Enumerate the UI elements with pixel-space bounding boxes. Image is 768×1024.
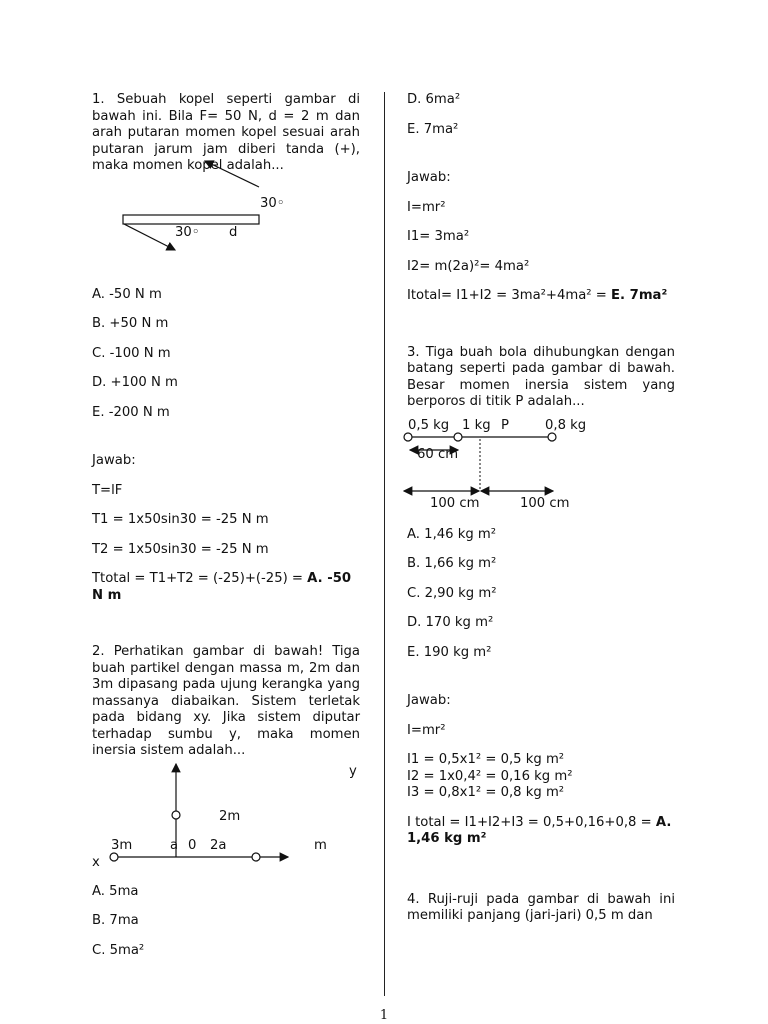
q1-answer-line1: T=lF	[92, 482, 123, 498]
q2-2a-label: 2a	[210, 837, 227, 853]
q2-stem: 2. Perhatikan gambar di bawah! Tiga buah partikel dengan massa m, 2m dan 3m dipasang pada ujung kerangka yang massanya diabaikan. Sistem terletak pada bidang xy. Jika sistem diputar terhadap sumbu y, maka momen inersia sistem adalah...	[92, 644, 360, 758]
q2-answer-line3: I2= m(2a)²= 4ma²	[407, 258, 530, 274]
q1-force-bottom-arrow	[124, 224, 175, 250]
q3-60cm-label: 60 cm	[417, 446, 459, 462]
q1-stem: 1. Sebuah kopel seperti gambar di bawah ini. Bila F= 50 N, d = 2 m dan arah putaran momen kopel sesuai arah putaran jarum jam diberi tanda (+), maka momen kopel adalah...	[92, 92, 360, 173]
q3-answer-total	[407, 815, 675, 848]
q1-couple-figure	[92, 175, 360, 271]
q3-ball-1kg	[454, 433, 462, 441]
q2-answer-total	[407, 288, 675, 305]
left-column	[92, 92, 360, 972]
q2-option-e: E. 7ma²	[407, 121, 459, 137]
q3-option-d: D. 170 kg m²	[407, 615, 494, 630]
q2-origin-label: 0	[188, 837, 197, 853]
q2-a-label: a	[170, 837, 179, 853]
q3-option-b: B. 1,66 kg m²	[407, 556, 497, 571]
right-column	[407, 92, 675, 925]
q3-mass1-label: 0,5 kg	[408, 417, 450, 433]
q2-mass-3m	[110, 853, 118, 861]
q1-bar	[123, 215, 259, 224]
q3-100cm-right-label: 100 cm	[520, 495, 570, 511]
q2-mass-m	[252, 853, 260, 861]
q1-answer-line2: T1 = 1x50sin30 = -25 N m	[92, 512, 269, 527]
q2-2m-label: 2m	[219, 808, 241, 824]
q1-angle-bottom: 30◦	[175, 224, 200, 240]
q1-option-d: D. +100 N m	[92, 375, 178, 390]
q2-answer-heading: Jawab:	[407, 170, 451, 185]
page-number: 1	[379, 1008, 389, 1023]
q3-rod-figure	[407, 417, 675, 517]
q2-answer-final: E. 7ma²	[611, 288, 668, 303]
q3-answer-line2: I1 = 0,5x1² = 0,5 kg m²	[407, 752, 565, 767]
q3-answer-line3: I2 = 1x0,4² = 0,16 kg m²	[407, 768, 573, 784]
q1-options	[92, 287, 360, 422]
q1-answer-final: A. -50 N m	[92, 571, 352, 603]
q1-option-b: B. +50 N m	[92, 316, 169, 331]
q1-option-a: A. -50 N m	[92, 286, 162, 302]
q1-answer-total-text: Ttotal = T1+T2 = (-25)+(-25) =	[92, 571, 308, 586]
q3-option-c: C. 2,90 kg m²	[407, 585, 497, 601]
q1-distance-label: d	[229, 224, 238, 240]
q3-option-a: A. 1,46 kg m²	[407, 526, 497, 542]
q3-ball-0-8kg	[548, 433, 556, 441]
q2-option-b: B. 7ma	[92, 913, 139, 928]
q2-y-label: y	[349, 763, 357, 779]
q3-stem: 3. Tiga buah bola dihubungkan dengan batang seperti pada gambar di bawah. Besar momen inersia sistem yang berporos di titik P adalah...	[407, 344, 675, 409]
q2-answer-line2: I1= 3ma²	[407, 229, 470, 244]
q3-answer-line4: I3 = 0,8x1² = 0,8 kg m²	[407, 785, 565, 800]
q2-m-label: m	[314, 837, 327, 853]
q1-couple-diagram	[92, 175, 360, 271]
q1-option-c: C. -100 N m	[92, 345, 171, 361]
q2-answer-total-text: Itotal= I1+I2 = 3ma²+4ma² =	[407, 288, 612, 303]
q1-answer-total	[92, 571, 360, 604]
q3-answer	[407, 693, 675, 848]
q1-answer-line3: T2 = 1x50sin30 = -25 N m	[92, 541, 269, 557]
q3-pivot-label: P	[501, 417, 509, 433]
q3-answer-heading: Jawab:	[407, 693, 451, 708]
q2-answer-line1: I=mr²	[407, 199, 446, 215]
q2-x-label: x	[92, 854, 100, 870]
q1-answer	[92, 453, 360, 604]
q1-option-e: E. -200 N m	[92, 404, 170, 420]
q1-angle-top: 30◦	[260, 195, 285, 211]
q4-stem: 4. Ruji-ruji pada gambar di bawah ini memiliki panjang (jari-jari) 0,5 m dan	[407, 891, 675, 923]
q2-axes-figure	[92, 760, 360, 870]
q2-option-a: A. 5ma	[92, 883, 139, 899]
q2-answer	[407, 170, 675, 305]
q3-mass2-label: 1 kg	[462, 417, 491, 433]
q2-mass-2m	[172, 811, 180, 819]
q3-answer-final: A. 1,46 kg m²	[407, 814, 672, 846]
q3-answer-line1: I=mr²	[407, 722, 446, 738]
q3-answer-total-text: I total = I1+I2+I3 = 0,5+0,16+0,8 =	[407, 814, 656, 830]
column-divider	[384, 92, 385, 996]
q3-100cm-left-label: 100 cm	[430, 495, 480, 511]
q3-ball-0-5kg	[404, 433, 412, 441]
q3-mass3-label: 0,8 kg	[545, 417, 587, 433]
q2-option-c: C. 5ma²	[92, 942, 145, 958]
q3-option-e: E. 190 kg m²	[407, 644, 492, 660]
q2-3m-label: 3m	[111, 837, 133, 853]
q1-answer-heading: Jawab:	[92, 453, 136, 468]
q3-options	[407, 527, 675, 662]
q2-options	[92, 884, 360, 960]
q2-option-d: D. 6ma²	[407, 92, 461, 107]
